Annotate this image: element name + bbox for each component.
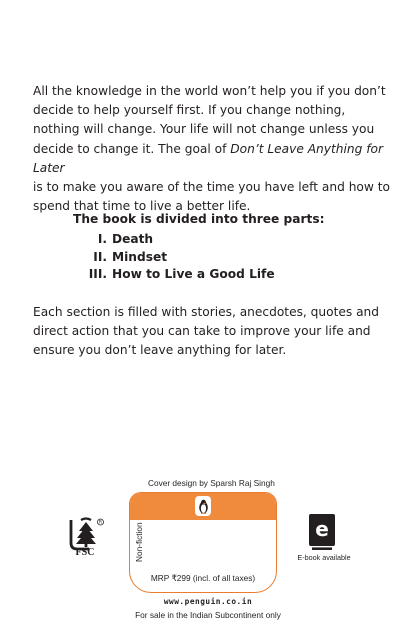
part-name: How to Live a Good Life: [112, 267, 275, 281]
publisher-website: www.penguin.co.in: [163, 597, 253, 606]
part-name: Death: [112, 232, 154, 246]
part-number: I.: [97, 232, 107, 246]
part-number: III.: [88, 267, 107, 281]
fsc-label: FSC: [75, 547, 95, 558]
closing-paragraph: Each section is filled with stories, anecdotes, quotes and direct action that you can take to improve your life and ensure you don’t leave anything for later.: [33, 305, 380, 358]
blurb-text-start: All the knowledge in the world won’t help you if you don’t decide to help yourself first. If you change nothing, nothing will change. Your life will not change unless you decide to change it. The goal of: [33, 84, 386, 156]
blurb-text-end: is to make you aware of the time you have left and how to spend that time to live a better life.: [33, 180, 390, 214]
cover-credit: Cover design by Sparsh Raj Singh: [148, 478, 275, 488]
blurb-paragraph: [33, 82, 393, 216]
book-title: Don’t Leave Anything for Later: [33, 141, 383, 175]
mrp-price: MRP ₹299 (incl. of all taxes): [150, 573, 256, 583]
sale-region-note: For sale in the Indian Subcontinent only: [135, 610, 281, 620]
penguin-logo-icon: [195, 496, 211, 516]
parts-heading: The book is divided into three parts:: [73, 212, 325, 226]
part-name: Mindset: [112, 249, 168, 264]
part-number: II.: [93, 249, 107, 264]
publisher-price-badge: [129, 492, 277, 593]
ebook-label: E-book available: [297, 553, 351, 562]
svg-text:R: R: [98, 520, 103, 526]
svg-text:e: e: [315, 517, 329, 541]
ebook-icon: [306, 513, 338, 551]
category-label: Non-fiction: [134, 522, 144, 562]
